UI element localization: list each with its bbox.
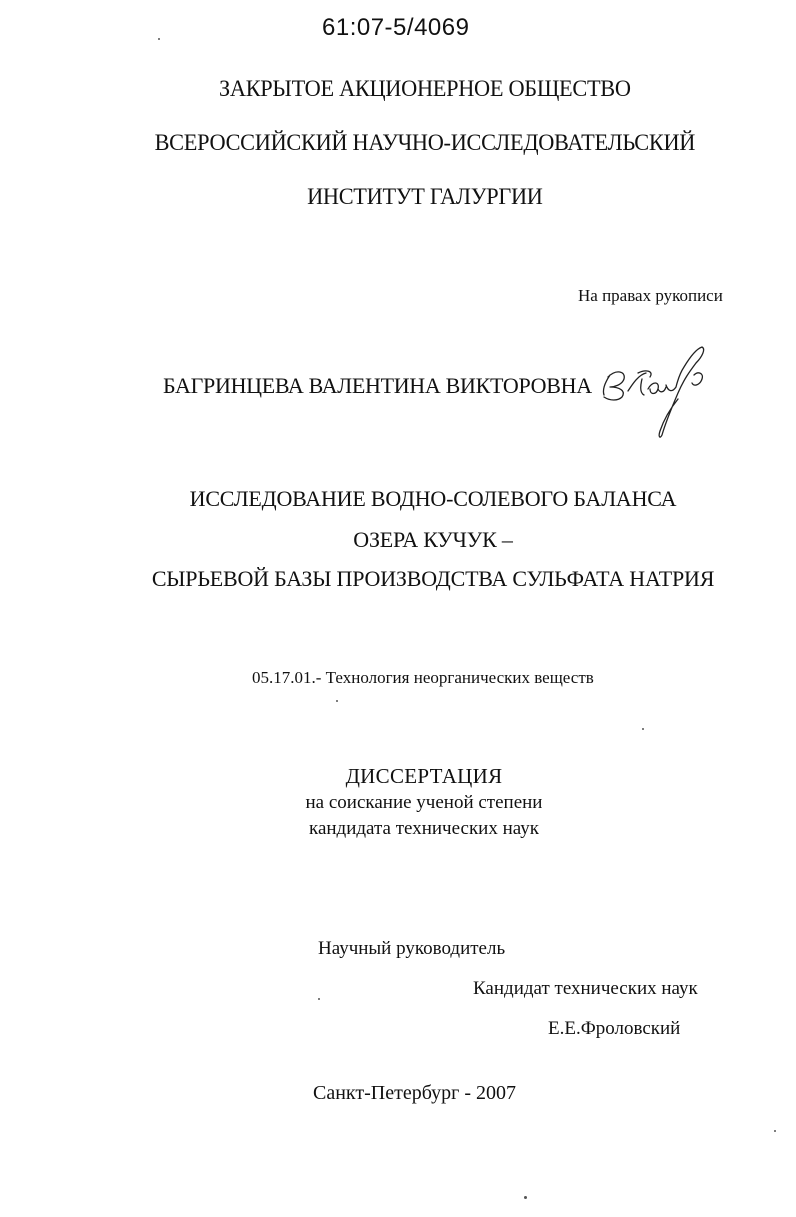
dissertation-degree-line-2: кандидата технических наук — [309, 818, 539, 839]
supervisor-degree: Кандидат технических наук — [473, 978, 698, 999]
manuscript-rights-note: На правах рукописи — [578, 286, 723, 305]
scan-speck — [774, 1130, 776, 1132]
thesis-title-line-1: ИССЛЕДОВАНИЕ ВОДНО-СОЛЕВОГО БАЛАНСА — [189, 486, 677, 511]
supervisor-name: Е.Е.Фроловский — [548, 1018, 681, 1039]
thesis-title-line-2: ОЗЕРА КУЧУК – — [353, 527, 513, 552]
dissertation-degree-line-1: на соискание ученой степени — [305, 792, 543, 813]
organization-line-3: ИНСТИТУТ ГАЛУРГИИ — [307, 184, 543, 209]
supervisor-label: Научный руководитель — [318, 938, 506, 959]
thesis-title-line-3: СЫРЬЕВОЙ БАЗЫ ПРОИЗВОДСТВА СУЛЬФАТА НАТРИЯ — [151, 566, 715, 591]
scan-speck — [524, 1196, 527, 1199]
organization-line-1: ЗАКРЫТОЕ АКЦИОНЕРНОЕ ОБЩЕСТВО — [219, 76, 631, 101]
scan-speck — [318, 998, 320, 1000]
scan-speck — [642, 728, 644, 730]
specialty-code: 05.17.01.- Технология неорганических веществ — [252, 668, 594, 687]
scan-speck — [158, 38, 160, 40]
dissertation-heading: ДИССЕРТАЦИЯ — [345, 764, 503, 788]
scan-speck — [336, 700, 338, 702]
author-name: БАГРИНЦЕВА ВАЛЕНТИНА ВИКТОРОВНА — [163, 373, 592, 398]
handwritten-signature — [598, 345, 718, 440]
city-and-year: Санкт-Петербург - 2007 — [313, 1082, 516, 1104]
organization-line-2: ВСЕРОССИЙСКИЙ НАУЧНО-ИССЛЕДОВАТЕЛЬСКИЙ — [154, 130, 696, 155]
catalog-number: 61:07-5/4069 — [322, 14, 470, 41]
